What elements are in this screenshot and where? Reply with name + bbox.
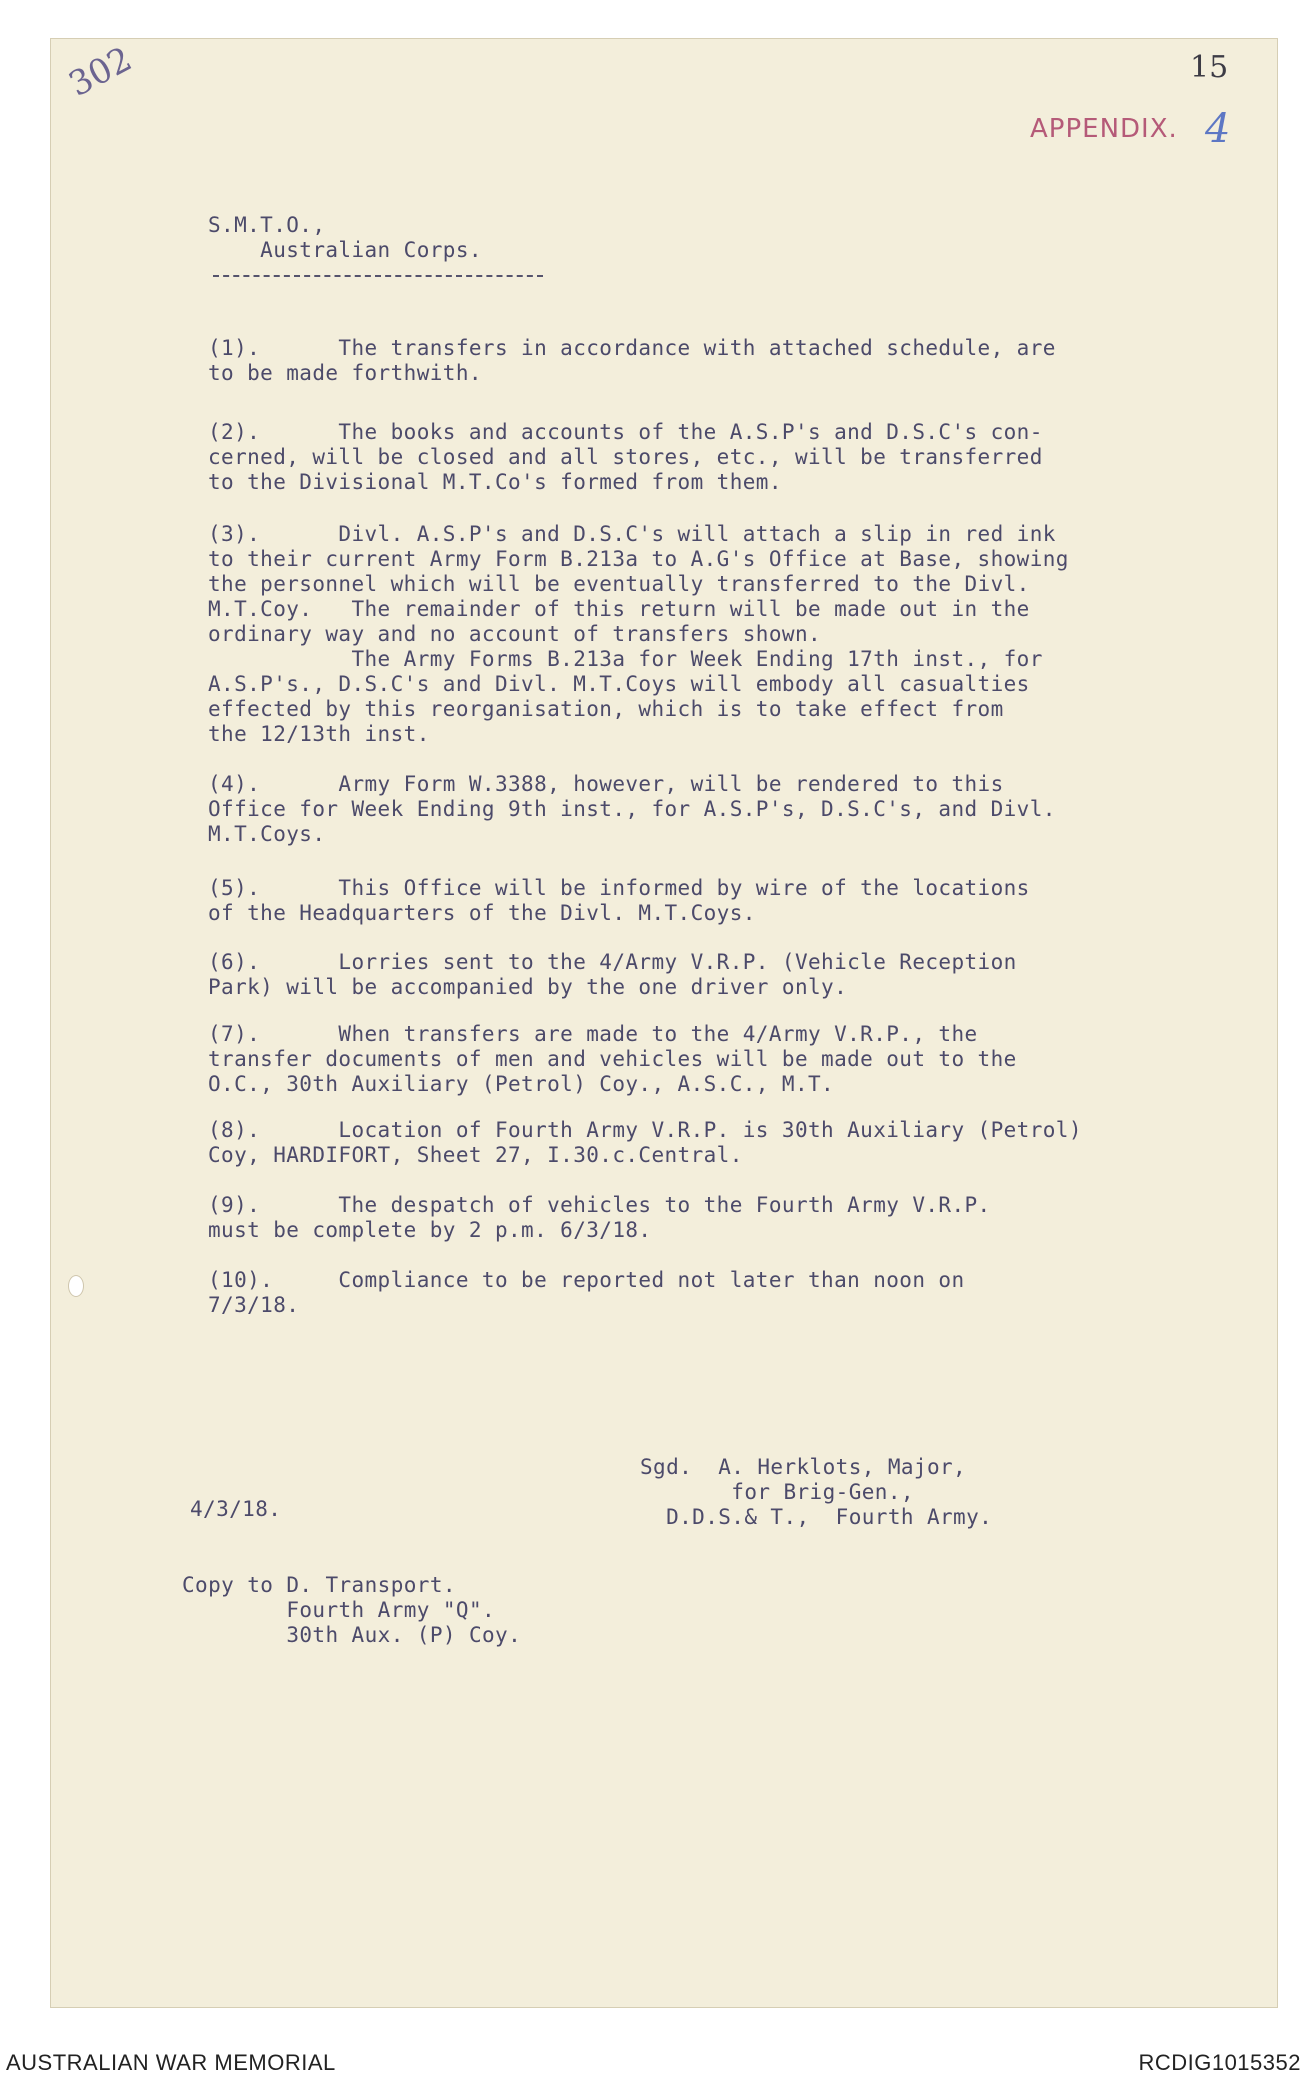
paragraph-1: (1). The transfers in accordance with attached schedule, are to be made forthwith. [208,336,1056,385]
footer-archive-name: AUSTRALIAN WAR MEMORIAL [6,2050,336,2075]
paragraph-4: (4). Army Form W.3388, however, will be rendered to this Office for Week Ending 9th inst., for A.S.P's, D.S.C's, and Divl. M.T.Coys. [208,772,1056,846]
paragraph-5: (5). This Office will be informed by wire of the locations of the Headquarters of the Divl. M.T.Coys. [208,876,1030,925]
paragraph-2: (2). The books and accounts of the A.S.P's and D.S.C's con- cerned, will be closed and all stores, etc., will be transferred to the Divisional M.T.Co's formed from them. [208,420,1043,494]
paragraph-3: (3). Divl. A.S.P's and D.S.C's will attach a slip in red ink to their current Army Form B.213a to A.G's Office at Base, showing the personnel which will be eventually transferred to the Divl. M.T.Coy. The remainder of this return will be made out in the ordinary way and no account of transfers shown. The Army Forms B.213a for Week Ending 17th inst., for A.S.P's., D.S.C's and Divl. M.T.Coys will embody all casualties effected by this reorganisation, which is to take effect from the 12/13th inst. [208,522,1069,746]
footer-record-id: RCDIG1015352 [1138,2050,1301,2075]
document-date: 4/3/18. [190,1497,282,1521]
paragraph-6: (6). Lorries sent to the 4/Army V.R.P. (Vehicle Reception Park) will be accompanied by the one driver only. [208,950,1017,999]
paragraph-7: (7). When transfers are made to the 4/Army V.R.P., the transfer documents of men and vehicles will be made out to the O.C., 30th Auxiliary (Petrol) Coy., A.S.C., M.T. [208,1022,1017,1096]
copy-to-list: Copy to D. Transport. Fourth Army "Q". 30th Aux. (P) Coy. [182,1573,522,1647]
addressee-underline [213,275,543,277]
paragraph-8: (8). Location of Fourth Army V.R.P. is 30th Auxiliary (Petrol) Coy, HARDIFORT, Sheet 27, I.30.c.Central. [208,1118,1082,1167]
folio-number: 302 [62,39,139,105]
appendix-stamp: APPENDIX. [1030,114,1178,144]
appendix-number: 4 [1205,106,1231,152]
signature-block: Sgd. A. Herklots, Major, for Brig-Gen., D.D.S.& T., Fourth Army. [640,1455,993,1529]
paragraph-9: (9). The despatch of vehicles to the Fourth Army V.R.P. must be complete by 2 p.m. 6/3/18. [208,1193,991,1242]
punch-hole [68,1275,84,1297]
addressee: S.M.T.O., Australian Corps. [208,213,482,262]
page-number: 15 [1190,50,1229,85]
paragraph-10: (10). Compliance to be reported not later than noon on 7/3/18. [208,1268,965,1317]
